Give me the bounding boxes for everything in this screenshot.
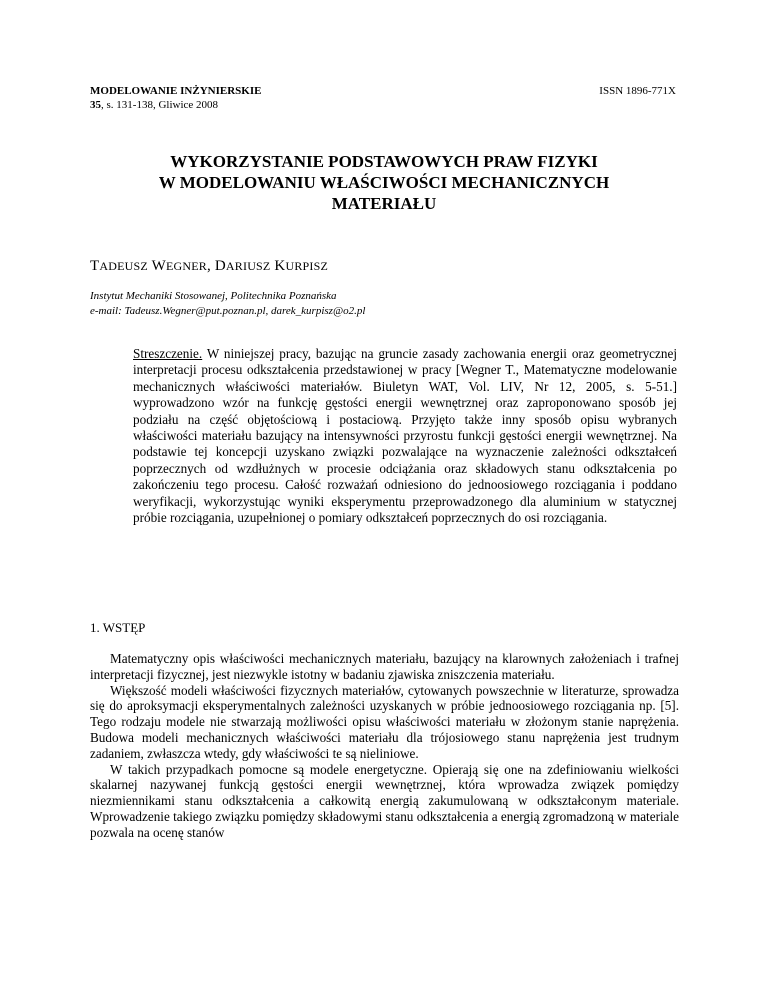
journal-info <box>90 84 261 112</box>
author1-last-initial: W <box>151 258 166 274</box>
authors <box>90 257 328 275</box>
body-text <box>90 651 679 841</box>
journal-name: MODELOWANIE INŻYNIERSKIE <box>90 85 262 97</box>
paper-title <box>90 151 678 214</box>
author2-last-initial: K <box>274 258 286 274</box>
issn: ISSN 1896-771X <box>599 85 676 97</box>
journal-issue <box>90 98 261 112</box>
journal-pages: , s. 131-138, Gliwice 2008 <box>101 99 219 111</box>
abstract-label: Streszczenie. <box>133 346 203 361</box>
author2-last-rest: URPISZ <box>285 259 329 273</box>
paragraph: W takich przypadkach pomocne są modele energetyczne. Opierają się one na zdefiniowaniu wielkości skalarnej nazywanej funkcją gęstości energii wewnętrznej, która wprowadza związek pomiędzy niezmiennikami stanu odkształcenia a całkowitą energią zakumulowaną w odkształconym materiale. Wprowadzenie takiego związku pomiędzy składowymi stanu odkształcenia a energią zgromadzoną w materiale pozwala na ocenę stanów <box>90 761 679 840</box>
section-heading: 1. WSTĘP <box>90 620 146 635</box>
paragraph: Matematyczny opis właściwości mechanicznych materiału, bazujący na klarownych założeniach i trafnej interpretacji fizycznej, jest niezwykle istotny w badaniu zjawiska zniszczenia materiału. <box>90 651 679 682</box>
author2-first-rest: ARIUSZ <box>225 259 271 273</box>
author1-first-initial: T <box>90 258 100 274</box>
title-line-1: WYKORZYSTANIE PODSTAWOWYCH PRAW FIZYKI <box>170 152 598 171</box>
institute: Instytut Mechaniki Stosowanej, Politechnika Poznańska <box>90 290 337 302</box>
email-line: e-mail: Tadeusz.Wegner@put.poznan.pl, darek_kurpisz@o2.pl <box>90 305 366 317</box>
title-line-3: MATERIAŁU <box>331 194 437 213</box>
abstract-text: W niniejszej pracy, bazując na gruncie zasady zachowania energii oraz geometrycznej interpretacji procesu odkształcenia przedstawionej w pracy [Wegner T., Matematyczne modelowanie mechanicznych właściwości materiałów. Biuletyn WAT, Vol. LIV, Nr 12, 2005, s. 5-51.] wyprowadzono wzór na funkcję gęstości energii wewnętrznej oraz zaproponowano sposób jej podziału na część objętościową i postaciową. Przyjęto także inny sposób opisu wybranych właściwości materiału bazujący na intensywności przyrostu funkcji gęstości energii wewnętrznej. Na podstawie tej koncepcji uzyskano związki pozwalające na wyznaczenie zależności odkształceń poprzecznych od wzdłużnych w procesie odciążania oraz składowych stanu odkształcenia po zakończeniu tego procesu. Całość rozważań odniesiono do jednoosiowego rozciągania i poddano weryfikacji, wykorzystując wyniki eksperymentu przeprowadzonego dla aluminium w statycznej próbie rozciągania, uzupełnionej o pomiary odkształceń poprzecznych do osi rozciągania. <box>133 346 677 526</box>
journal-volume: 35 <box>90 99 101 111</box>
title-line-2: W MODELOWANIU WŁAŚCIWOŚCI MECHANICZNYCH <box>158 173 610 192</box>
author1-first-rest: ADEUSZ <box>99 259 148 273</box>
author1-last-rest: EGNER <box>165 259 207 273</box>
author2-first-initial: D <box>214 258 226 274</box>
abstract <box>133 346 677 526</box>
paragraph: Większość modeli właściwości fizycznych materiałów, cytowanych powszechnie w literaturze, sprowadza się do aproksymacji eksperymentalnych zależności uzyskanych w próbie jednoosiowego rozciągania np. [5]. Tego rodzaju modele nie stwarzają możliwości opisu właściwości materiału w złożonym stanie naprężenia. Budowa modeli mechanicznych właściwości materiału dla trójosiowego stanu naprężenia jest trudnym zadaniem, zwłaszcza wtedy, gdy właściwości te są nieliniowe. <box>90 682 679 761</box>
author-separator: , <box>206 258 215 274</box>
affiliation <box>90 289 365 319</box>
